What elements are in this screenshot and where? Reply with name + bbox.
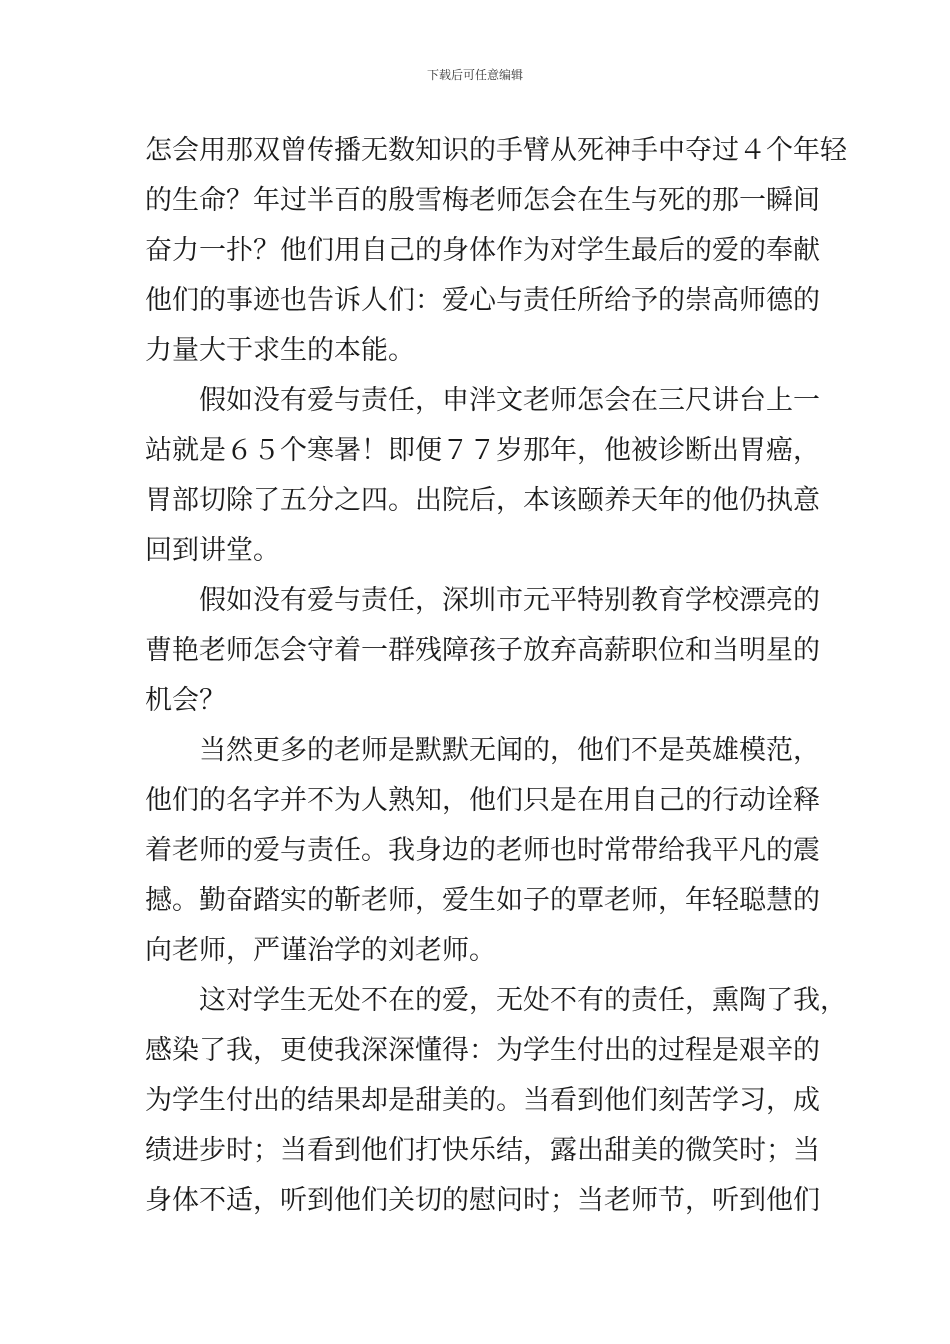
text-line: 力量大于求生的本能。 xyxy=(145,335,415,366)
text-line: 着老师的爱与责任。我身边的老师也时常带给我平凡的震 xyxy=(145,835,820,866)
text-line: 站就是６５个寒暑！即便７７岁那年，他被诊断出胃癌， xyxy=(145,435,820,466)
text-line: 为学生付出的结果却是甜美的。当看到他们刻苦学习，成 xyxy=(145,1085,820,1116)
text-line: 假如没有爱与责任，深圳市元平特别教育学校漂亮的 xyxy=(145,585,820,616)
text-line: 撼。勤奋踏实的靳老师，爱生如子的覃老师，年轻聪慧的 xyxy=(145,885,820,916)
text-line: 这对学生无处不在的爱，无处不有的责任，熏陶了我， xyxy=(145,985,847,1016)
text-line: 曹艳老师怎会守着一群残障孩子放弃高薪职位和当明星的 xyxy=(145,635,820,666)
text-line: 身体不适，听到他们关切的慰问时；当老师节，听到他们 xyxy=(145,1185,820,1216)
text-line: 怎会用那双曾传播无数知识的手臂从死神手中夺过４个年轻 xyxy=(145,135,847,166)
text-line: 胃部切除了五分之四。出院后，本该颐养天年的他仍执意 xyxy=(145,485,820,516)
page-header: 下载后可任意编辑 xyxy=(426,68,523,82)
text-line: 假如没有爱与责任，申泮文老师怎会在三尺讲台上一 xyxy=(145,385,820,416)
text-line: 机会？ xyxy=(145,685,226,716)
text-line: 他们的名字并不为人熟知，他们只是在用自己的行动诠释 xyxy=(145,785,820,816)
text-line: 回到讲堂。 xyxy=(145,535,280,566)
text-line: 奋力一扑？他们用自己的身体作为对学生最后的爱的奉献 xyxy=(145,235,820,266)
text-line: 向老师，严谨治学的刘老师。 xyxy=(145,935,496,966)
text-line: 感染了我，更使我深深懂得：为学生付出的过程是艰辛的 xyxy=(145,1035,820,1066)
text-line: 当然更多的老师是默默无闻的，他们不是英雄模范， xyxy=(145,735,820,766)
body-text xyxy=(145,126,847,1226)
text-line: 绩进步时；当看到他们打快乐结，露出甜美的微笑时；当 xyxy=(145,1135,820,1166)
text-line: 的生命？年过半百的殷雪梅老师怎会在生与死的那一瞬间 xyxy=(145,185,820,216)
text-line: 他们的事迹也告诉人们：爱心与责任所给予的崇高师德的 xyxy=(145,285,820,316)
